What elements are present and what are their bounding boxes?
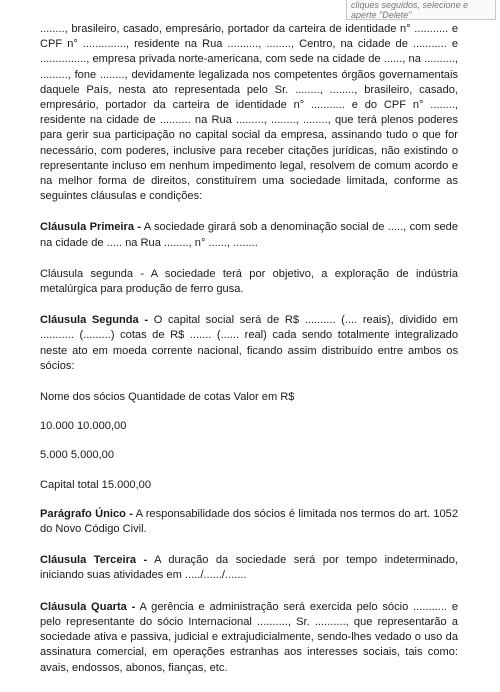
sole-paragraph-title: Parágrafo Único -: [40, 507, 133, 520]
clause-second-capital-text: O capital social será de R$ .......... (.... reais), dividido em ........... (.........) cotas de R$ ....... (...... real) cada sendo totalmente integralizado neste ato em moeda corrente nacional, ficando assim distribuído entre ambos os sócios:: [40, 314, 458, 372]
contract-document: [40, 22, 458, 692]
clause-first-title: Cláusula Primeira -: [40, 221, 142, 234]
intro-paragraph: ........, brasileiro, casado, empresário, portador da carteira de identidade n° ........... e CPF n° .............., residente na Rua .........., ........, Centro, na cidade de ........... e ..............., empresa privada norte-americana, com sede na cidade de ......, na .........., ........., fone ........, devidamente legalizada nos competentes órgãos governamentais daquele País, nesta ato representada pelo Sr. ........, ........, brasileiro, casado, empresário, portador da carteira de identidade n° ........... e do CPF n° ........, residente na cidade de .......... na Rua ........., ........, ........, que terá plenos poderes para gerir sua participação no capital social da empresa, assinando tudo o que for necessário, com poderes, inclusive para receber citações jurídicas, não existindo o representante incluso em nenhum impedimento legal, resolvem de comum acordo e na melhor forma de direitos, constituírem uma sociedade limitada, conforme as seguintes cláusulas e condições:: [40, 23, 458, 203]
clause-third: [40, 553, 458, 583]
clause-fourth-text: A gerência e administração será exercida pelo sócio ........... e pelo representante do sócio Internacional .........., Sr. .........., que representarão a sociedade ativa e passiva, judicial e extrajudicialmente, sendo-lhes vedado o uso da assinatura comercial, em operações estranhas aos interesses sociais, tais como: avais, endossos, abonos, fianças, etc.: [40, 600, 458, 674]
capital-total: Capital total 15.000,00: [40, 478, 152, 491]
clause-second-objective: Cláusula segunda - A sociedade terá por objetivo, a exploração de indústria metalúrgica para produção de ferro gusa.: [40, 267, 458, 296]
instruction-note-text: cliques seguidos, selecione e aperte "Delete": [351, 0, 469, 20]
clause-fourth-title: Cláusula Quarta -: [40, 600, 136, 613]
clause-first: [40, 220, 458, 250]
clause-fourth: [40, 600, 458, 676]
clause-second-capital-title: Cláusula Segunda -: [40, 314, 149, 327]
partners-row-1: 10.000 10.000,00: [40, 420, 127, 433]
partners-row-2: 5.000 5.000,00: [40, 449, 115, 462]
instruction-note: [346, 0, 496, 20]
sole-paragraph-text: A responsabilidade dos sócios é limitada nos termos do art. 1052 do Novo Código Civil.: [40, 507, 459, 536]
clause-third-text: A duração da sociedade será por tempo indeterminado, iniciando suas atividades em ...../....../.......: [40, 554, 458, 582]
partners-table-header: Nome dos sócios Quantidade de cotas Valor em R$: [40, 391, 295, 404]
clause-third-title: Cláusula Terceira -: [40, 554, 148, 567]
sole-paragraph: [40, 507, 458, 537]
clause-first-text: A sociedade girará sob a denominação social de ....., com sede na cidade de ..... na Rua ........, n° ......, ........: [40, 221, 458, 249]
clause-second-capital: [40, 313, 458, 374]
